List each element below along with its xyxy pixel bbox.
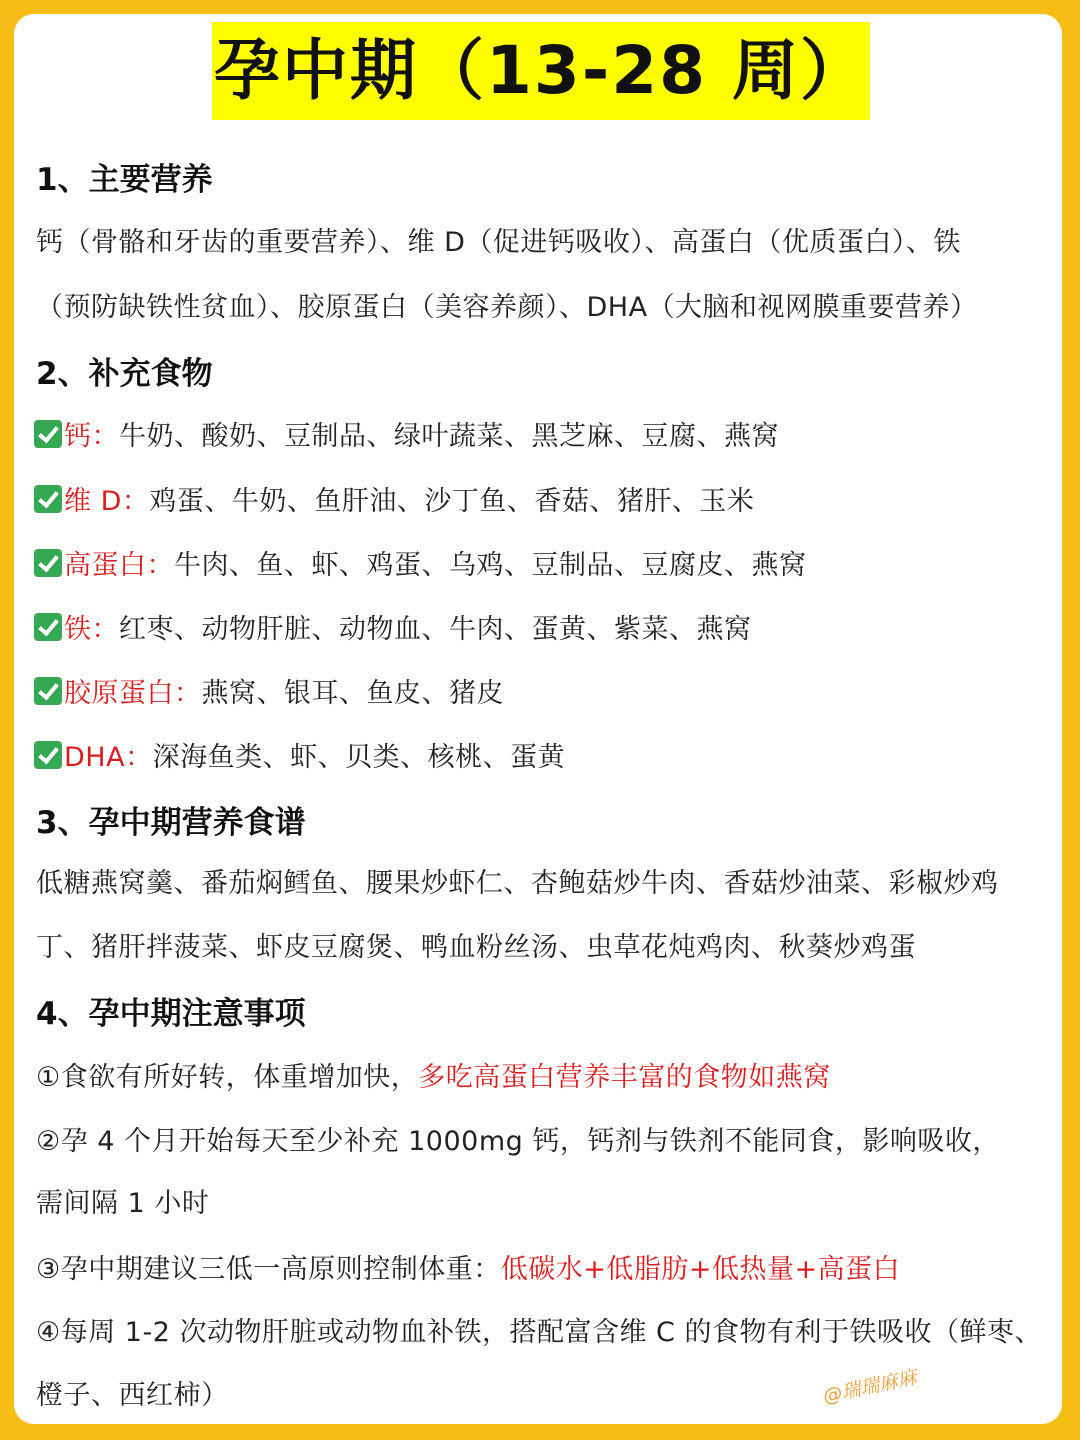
section-heading-nutrition: 1、主要营养 (36, 162, 213, 198)
note-4-line-1: ④每周 1-2 次动物肝脏或动物血补铁，搭配富含维 C 的食物有利于铁吸收（鲜枣、 (36, 1317, 1042, 1348)
recipes-line-1: 低糖燕窝羹、番茄焖鳕鱼、腰果炒虾仁、杏鲍菇炒牛肉、香菇炒油菜、彩椒炒鸡 (36, 868, 999, 899)
food-item-label: 高蛋白： (64, 550, 174, 581)
check-icon (34, 549, 62, 577)
note-2-line-2: 需间隔 1 小时 (36, 1188, 210, 1219)
nutrition-line-2: （预防缺铁性贫血）、胶原蛋白（美容养颜）、DHA（大脑和视网膜重要营养） (36, 292, 978, 323)
food-item-text: 深海鱼类、虾、贝类、核桃、蛋黄 (152, 742, 566, 773)
page-title: 孕中期（13-28 周） (212, 22, 870, 120)
note-1-highlight: 多吃高蛋白营养丰富的食物如燕窝 (418, 1062, 831, 1093)
check-icon (34, 677, 62, 705)
note-1-text: ①食欲有所好转，体重增加快， (36, 1062, 419, 1093)
check-icon (34, 485, 62, 513)
check-icon (34, 741, 62, 769)
food-item-text: 鸡蛋、牛奶、鱼肝油、沙丁鱼、香菇、猪肝、玉米 (149, 486, 755, 517)
note-1 (36, 1055, 831, 1094)
food-item-vitamin-d (34, 479, 754, 518)
food-item-text: 红枣、动物肝脏、动物血、牛肉、蛋黄、紫菜、燕窝 (119, 614, 752, 645)
food-item-text: 牛奶、酸奶、豆制品、绿叶蔬菜、黑芝麻、豆腐、燕窝 (119, 421, 779, 452)
food-item-label: 铁： (64, 614, 119, 645)
content-card (14, 14, 1062, 1424)
section-heading-recipes: 3、孕中期营养食谱 (36, 805, 306, 841)
food-item-label: 维 D： (64, 486, 150, 517)
check-icon (34, 420, 62, 448)
food-item-dha (34, 735, 565, 774)
food-item-text: 牛肉、鱼、虾、鸡蛋、乌鸡、豆制品、豆腐皮、燕窝 (174, 550, 807, 581)
note-3-text: ③孕中期建议三低一高原则控制体重： (36, 1254, 501, 1285)
recipes-line-2: 丁、猪肝拌菠菜、虾皮豆腐煲、鸭血粉丝汤、虫草花炖鸡肉、秋葵炒鸡蛋 (36, 932, 916, 963)
note-2-line-1: ②孕 4 个月开始每天至少补充 1000mg 钙，钙剂与铁剂不能同食，影响吸收， (36, 1126, 1000, 1157)
note-3-highlight: 低碳水+低脂肪+低热量+高蛋白 (500, 1254, 901, 1285)
food-item-protein (34, 543, 807, 582)
check-icon (34, 613, 62, 641)
section-heading-notes: 4、孕中期注意事项 (36, 996, 306, 1032)
food-item-collagen (34, 671, 504, 710)
food-item-iron (34, 607, 752, 646)
note-4-line-2: 橙子、西红柿） (36, 1380, 229, 1411)
section-heading-foods: 2、补充食物 (36, 356, 213, 392)
nutrition-line-1: 钙（骨骼和牙齿的重要营养）、维 D（促进钙吸收）、高蛋白（优质蛋白）、铁 (36, 227, 961, 258)
food-item-calcium (34, 414, 779, 453)
food-item-label: 钙： (64, 421, 119, 452)
watermark: @瑞瑞麻麻 (821, 1366, 919, 1408)
food-item-text: 燕窝、银耳、鱼皮、猪皮 (201, 678, 504, 709)
food-item-label: 胶原蛋白： (64, 678, 202, 709)
note-3 (36, 1247, 900, 1286)
food-item-label: DHA： (64, 742, 153, 773)
